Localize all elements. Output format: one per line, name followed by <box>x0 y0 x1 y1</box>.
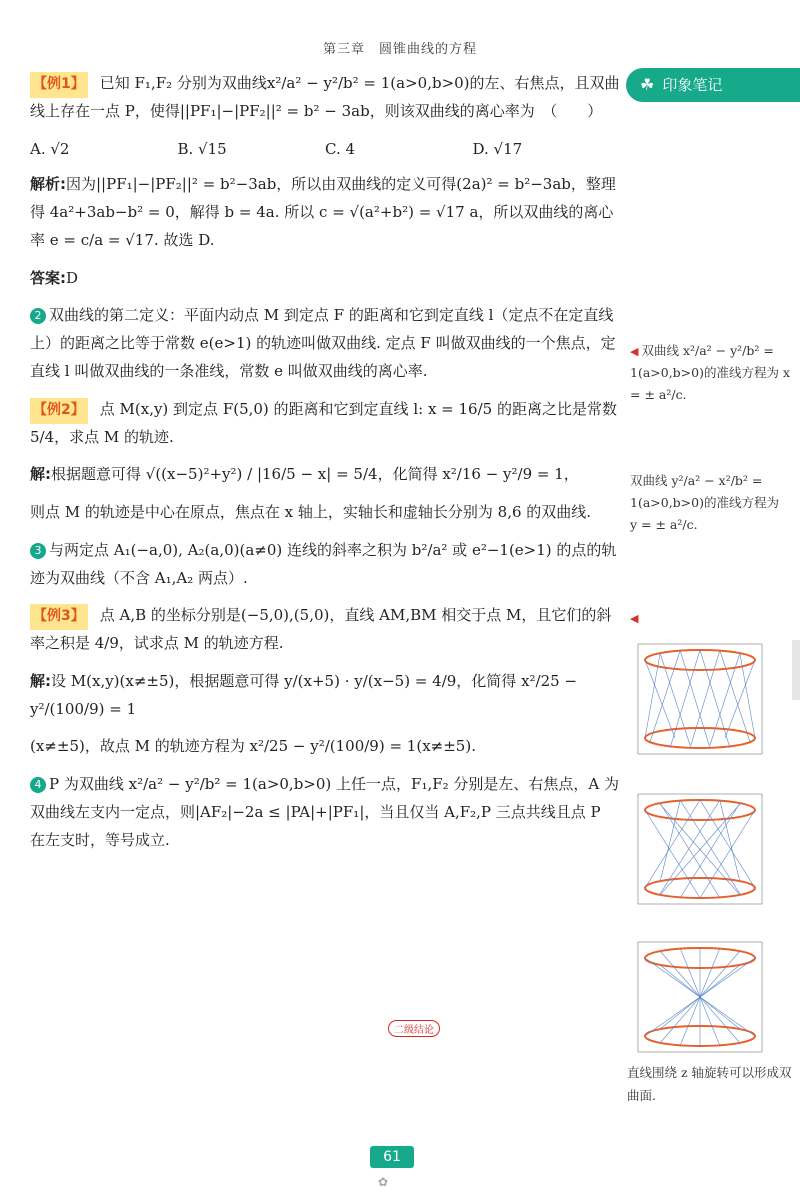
page-edge-tab <box>792 640 800 700</box>
sidebar-title: 印象笔记 <box>662 76 723 94</box>
point2-text: 双曲线的第二定义：平面内动点 M 到定点 F 的距离和它到定直线 l（定点不在定直线上）的距离之比等于常数 e(e>1) 的轨迹叫做双曲线. 定点 F 叫做双曲线的一个焦点，定直线 l 叫做双曲线的一条准线，常数 e 叫做双曲线的离心率. <box>30 306 616 380</box>
point2-number: 2 <box>30 308 46 324</box>
option-c: C. 4 <box>325 139 356 158</box>
sidebar-note-1 <box>630 340 790 406</box>
triangle-marker-icon: ◀ <box>630 345 639 358</box>
example1 <box>30 70 620 126</box>
example3-solution-cont: (x≠±5)，故点 M 的轨迹方程为 x²/25 − y²/(100/9) = 1(x≠±5). <box>30 737 476 756</box>
answer-value: D <box>66 268 79 287</box>
example1-solution <box>30 171 620 254</box>
answer-label: 答案: <box>30 268 66 287</box>
chapter-header: 第三章 圆锥曲线的方程 <box>322 42 477 57</box>
example3-stem: 点 A,B 的坐标分别是(−5,0),(5,0)，直线 AM,BM 相交于点 M，且它们的斜率之积是 4/9，试求点 M 的轨迹方程. <box>30 606 612 653</box>
example1-options <box>30 136 620 164</box>
example2-conclusion: 则点 M 的轨迹是中心在原点，焦点在 x 轴上，实轴长和虚轴长分别为 8,6 的双曲线. <box>30 503 592 522</box>
sidebar-note-2: 双曲线 y²/a² − x²/b² = 1(a>0,b>0)的准线方程为 y = ± a²/c. <box>630 473 779 532</box>
example2 <box>30 396 620 452</box>
option-d: D. √17 <box>472 139 523 158</box>
hyperboloid-figure-3 <box>630 938 770 1058</box>
bird-icon: ✿ <box>378 1175 389 1189</box>
main-content <box>30 70 620 864</box>
example3 <box>30 602 620 658</box>
example2-stem: 点 M(x,y) 到定点 F(5,0) 的距离和它到定直线 l: x = 16/5 的距离之比是常数 5/4，求点 M 的轨迹. <box>30 399 617 446</box>
solution-text: 因为||PF₁|−|PF₂||² = b²−3ab，所以由双曲线的定义可得(2a)² = b²−3ab，整理得 4a²+3ab−b² = 0，解得 b = 4a. 所以 c = √(a²+b²) = √17 a，所以双曲线的离心率 e = c/a = √17. 故选 D. <box>30 175 616 249</box>
example3-tag: 【例3】 <box>30 604 88 630</box>
solution-label: 解: <box>30 465 51 484</box>
point2 <box>30 302 620 385</box>
example1-answer <box>30 265 620 293</box>
solution-text: 设 M(x,y)(x≠±5)，根据题意可得 y/(x+5) · y/(x−5) = 4/9，化简得 x²/25 − y²/(100/9) = 1 <box>30 671 578 718</box>
point4 <box>30 771 620 854</box>
figure-caption: 直线围绕 z 轴旋转可以形成双曲面. <box>627 1065 792 1103</box>
page-number: 61 <box>370 1146 414 1168</box>
point3-number: 3 <box>30 543 46 559</box>
hyperboloid-figure-1 <box>630 640 770 760</box>
sidebar-banner <box>626 68 800 102</box>
triangle-marker-icon: ◀ <box>630 612 639 625</box>
point4-number: 4 <box>30 777 46 793</box>
note-1-text: 双曲线 x²/a² − y²/b² = 1(a>0,b>0)的准线方程为 x = ± a²/c. <box>630 343 791 402</box>
example1-stem: 已知 F₁,F₂ 分别为双曲线x²/a² − y²/b² = 1(a>0,b>0)的左、右焦点，且双曲线上存在一点 P，使得||PF₁|−|PF₂||² = b² − 3ab，则该双曲线的离心率为 （ ） <box>30 74 620 120</box>
point3 <box>30 537 620 593</box>
elephant-icon: ☘ <box>640 75 655 94</box>
example3-solution <box>30 668 620 724</box>
point3-text: 与两定点 A₁(−a,0), A₂(a,0)(a≠0) 连线的斜率之积为 b²/a² 或 e²−1(e>1) 的点的轨迹为双曲线（不含 A₁,A₂ 两点）. <box>30 540 617 587</box>
solution-label: 解: <box>30 671 51 690</box>
option-a: A. √2 <box>30 139 70 158</box>
example2-solution <box>30 461 620 489</box>
example2-tag: 【例2】 <box>30 398 88 424</box>
option-b: B. √15 <box>177 139 227 158</box>
point4-text: P 为双曲线 x²/a² − y²/b² = 1(a>0,b>0) 上任一点，F₁,F₂ 分别是左、右焦点，A 为双曲线左支内一定点，则|AF₂|−2a ≤ |PA|+|PF₁|，当且仅当 A,F₂,P 三点共线且点 P 在左支时，等号成立. <box>30 775 620 849</box>
solution-text: 根据题意可得 √((x−5)²+y²) / |16/5 − x| = 5/4，化简得 x²/16 − y²/9 = 1， <box>51 465 579 484</box>
example1-tag: 【例1】 <box>30 72 88 98</box>
conclusion-badge: 二级结论 <box>388 1020 440 1037</box>
hyperboloid-figure-2 <box>630 790 770 910</box>
solution-label: 解析: <box>30 175 66 194</box>
